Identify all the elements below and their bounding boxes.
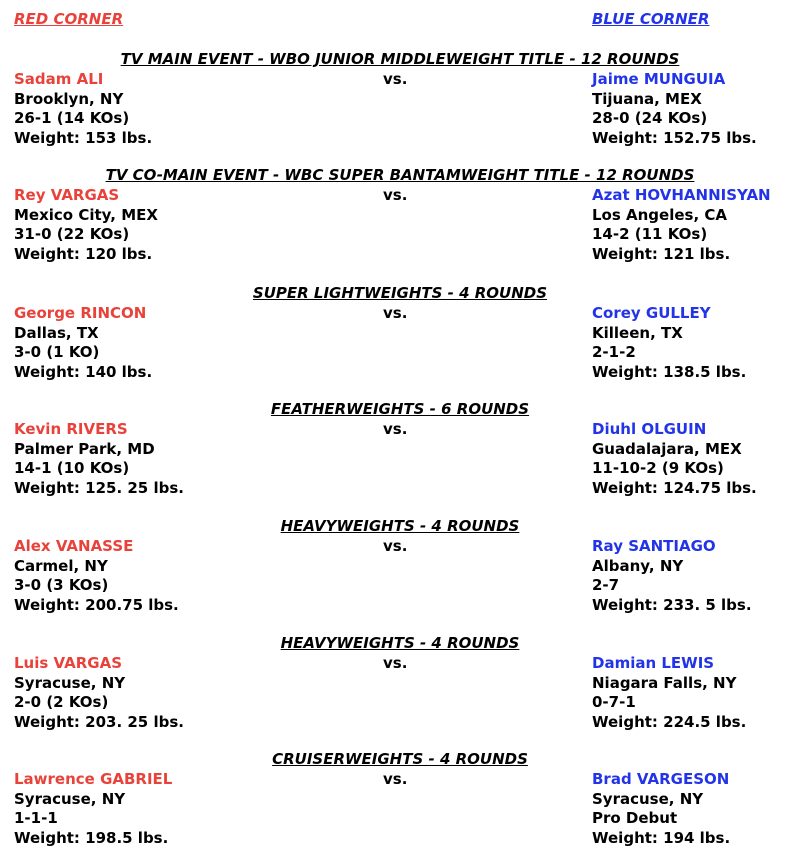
fighter-record: 2-1-2 (592, 343, 636, 361)
red-fighter (14, 304, 152, 382)
fighter-name: Ray SANTIAGO (592, 537, 716, 555)
bout-title: HEAVYWEIGHTS - 4 ROUNDS (280, 517, 520, 535)
fighter-record: 11-10-2 (9 KOs) (592, 459, 724, 477)
fighter-name: Brad VARGESON (592, 770, 730, 788)
fighter-hometown: Guadalajara, MEX (592, 439, 742, 458)
fighter-name: Corey GULLEY (592, 304, 711, 322)
vs-label: vs. (383, 304, 408, 322)
blue-fighter (592, 770, 730, 848)
fighter-weight: Weight: 138.5 lbs. (592, 362, 747, 381)
bout-title: FEATHERWEIGHTS - 6 ROUNDS (270, 400, 530, 418)
blue-fighter (592, 186, 771, 264)
blue-fighter (592, 304, 746, 382)
fighter-weight: Weight: 125. 25 lbs. (14, 478, 184, 497)
fighter-record: 14-2 (11 KOs) (592, 225, 708, 243)
fighter-hometown: Niagara Falls, NY (592, 673, 737, 692)
vs-label: vs. (383, 537, 408, 555)
fighter-record: 14-1 (10 KOs) (14, 459, 130, 477)
fighter-weight: Weight: 233. 5 lbs. (592, 595, 752, 614)
fighter-name: Alex VANASSE (14, 537, 134, 555)
fighter-record: 1-1-1 (14, 809, 58, 827)
fighter-hometown: Syracuse, NY (14, 673, 126, 692)
fighter-name: Kevin RIVERS (14, 420, 128, 438)
red-fighter (14, 654, 184, 732)
red-fighter (14, 537, 179, 615)
vs-label: vs. (383, 654, 408, 672)
fighter-name: Sadam ALI (14, 70, 104, 88)
fighter-weight: Weight: 198.5 lbs. (14, 828, 169, 847)
fighter-hometown: Palmer Park, MD (14, 439, 155, 458)
fighter-record: 31-0 (22 KOs) (14, 225, 130, 243)
fighter-weight: Weight: 194 lbs. (592, 828, 731, 847)
fighter-name: Jaime MUNGUIA (592, 70, 726, 88)
fighter-record: 28-0 (24 KOs) (592, 109, 708, 127)
fighter-record: 3-0 (1 KO) (14, 343, 100, 361)
vs-label: vs. (383, 420, 408, 438)
red-fighter (14, 420, 184, 498)
fighter-record: 26-1 (14 KOs) (14, 109, 130, 127)
fighter-name: Damian LEWIS (592, 654, 715, 672)
vs-label: vs. (383, 70, 408, 88)
vs-label: vs. (383, 770, 408, 788)
blue-fighter (592, 537, 752, 615)
red-fighter (14, 70, 152, 148)
vs-label: vs. (383, 186, 408, 204)
bout-title: TV MAIN EVENT - WBO JUNIOR MIDDLEWEIGHT TITLE - 12 ROUNDS (120, 50, 680, 68)
bout-title: HEAVYWEIGHTS - 4 ROUNDS (280, 634, 520, 652)
fighter-hometown: Dallas, TX (14, 323, 99, 342)
blue-fighter (592, 420, 757, 498)
fighter-hometown: Brooklyn, NY (14, 89, 124, 108)
fighter-name: Azat HOVHANNISYAN (592, 186, 771, 204)
red-corner-heading: RED CORNER (14, 10, 124, 28)
fighter-hometown: Los Angeles, CA (592, 205, 727, 224)
fighter-record: 2-0 (2 KOs) (14, 693, 109, 711)
fighter-weight: Weight: 140 lbs. (14, 362, 153, 381)
blue-fighter (592, 70, 757, 148)
fighter-weight: Weight: 203. 25 lbs. (14, 712, 184, 731)
fighter-hometown: Killeen, TX (592, 323, 683, 342)
bout-title: SUPER LIGHTWEIGHTS - 4 ROUNDS (252, 284, 548, 302)
fighter-weight: Weight: 124.75 lbs. (592, 478, 757, 497)
fighter-weight: Weight: 120 lbs. (14, 244, 153, 263)
fighter-weight: Weight: 224.5 lbs. (592, 712, 747, 731)
fighter-hometown: Tijuana, MEX (592, 89, 702, 108)
fighter-hometown: Albany, NY (592, 556, 684, 575)
fighter-name: Lawrence GABRIEL (14, 770, 173, 788)
bout-title: TV CO-MAIN EVENT - WBC SUPER BANTAMWEIGHT TITLE - 12 ROUNDS (105, 166, 695, 184)
fighter-name: Luis VARGAS (14, 654, 123, 672)
fighter-hometown: Syracuse, NY (14, 789, 126, 808)
fighter-record: 3-0 (3 KOs) (14, 576, 109, 594)
fighter-name: George RINCON (14, 304, 147, 322)
fighter-record: Pro Debut (592, 809, 678, 827)
fighter-name: Rey VARGAS (14, 186, 120, 204)
fighter-hometown: Carmel, NY (14, 556, 108, 575)
bout-title: CRUISERWEIGHTS - 4 ROUNDS (272, 750, 528, 768)
fighter-record: 2-7 (592, 576, 620, 594)
blue-corner-heading: BLUE CORNER (592, 10, 710, 28)
fighter-hometown: Syracuse, NY (592, 789, 704, 808)
fighter-weight: Weight: 121 lbs. (592, 244, 731, 263)
fighter-hometown: Mexico City, MEX (14, 205, 158, 224)
fighter-weight: Weight: 200.75 lbs. (14, 595, 179, 614)
fighter-weight: Weight: 153 lbs. (14, 128, 153, 147)
fighter-weight: Weight: 152.75 lbs. (592, 128, 757, 147)
fighter-name: Diuhl OLGUIN (592, 420, 707, 438)
fighter-record: 0-7-1 (592, 693, 636, 711)
blue-fighter (592, 654, 746, 732)
red-fighter (14, 186, 158, 264)
red-fighter (14, 770, 172, 848)
